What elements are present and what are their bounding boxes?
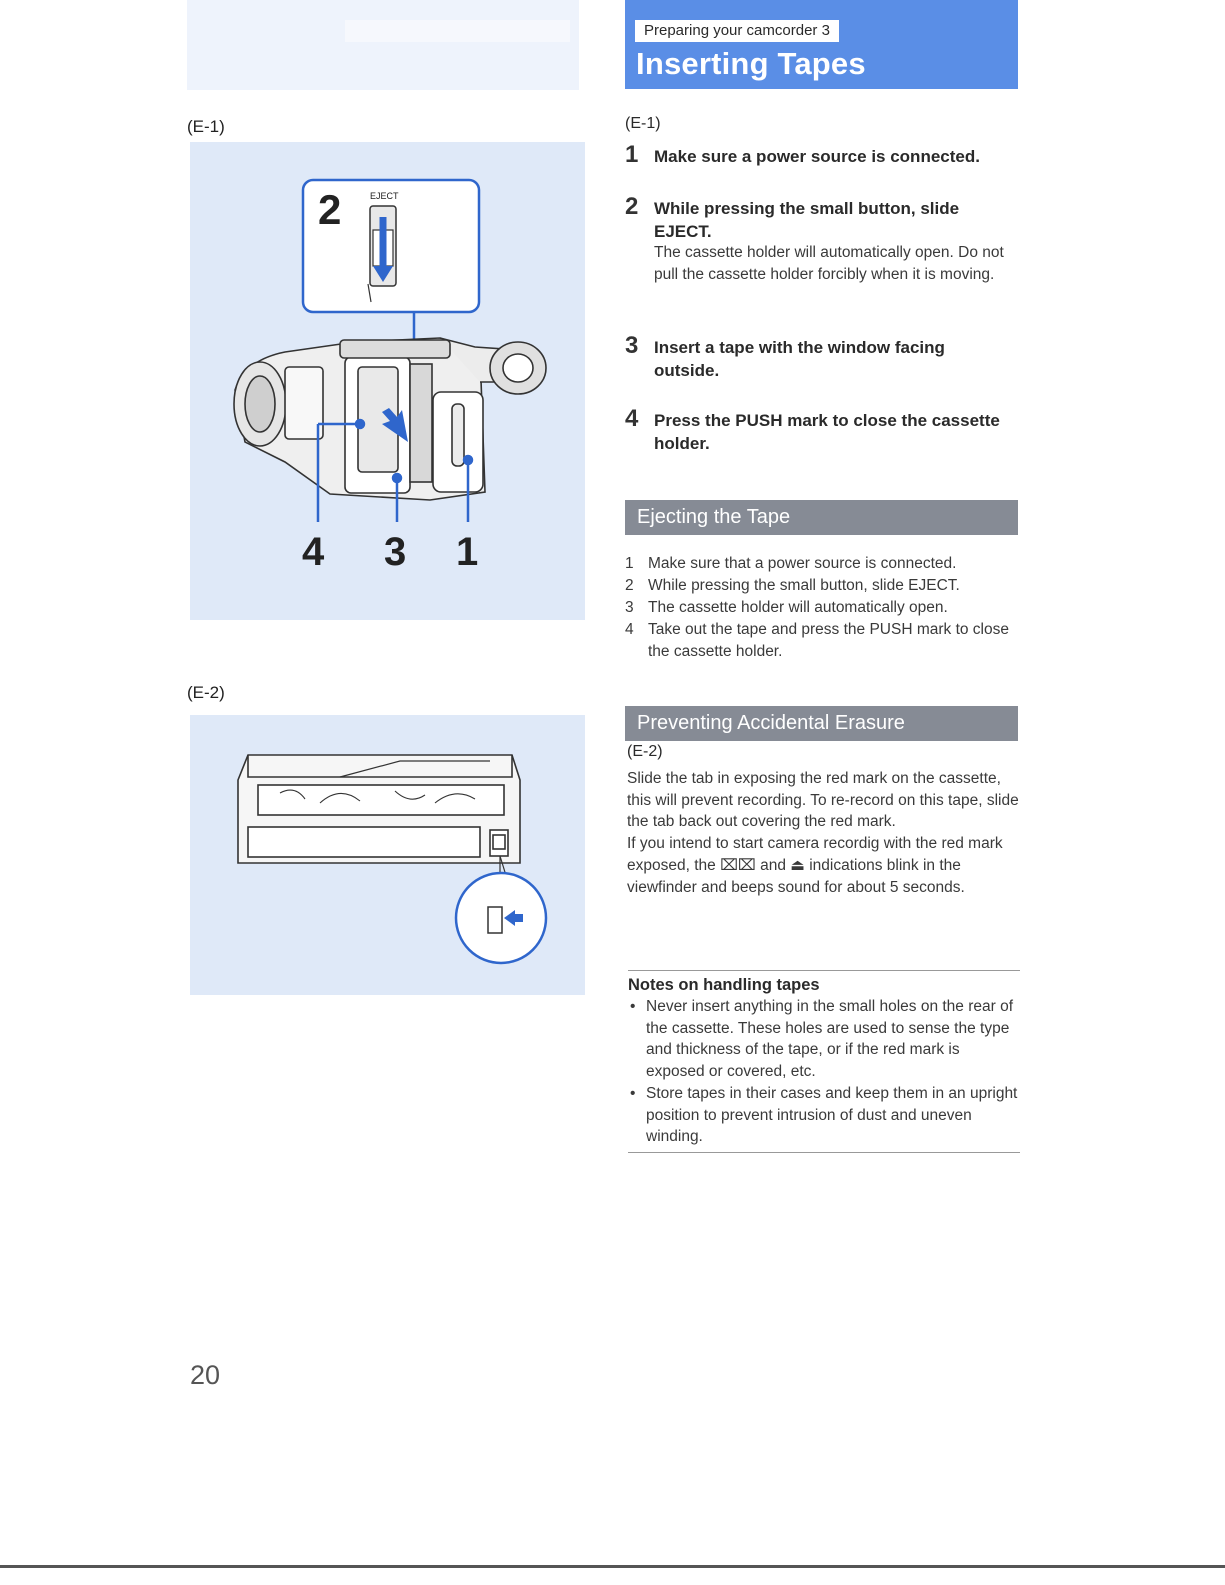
figure-e2-panel: [190, 715, 585, 995]
callout-step-number: 2: [318, 186, 342, 233]
page-title: Inserting Tapes: [636, 46, 866, 81]
ejecting-section-bar: Ejecting the Tape: [625, 500, 1018, 535]
erase-tab: [488, 907, 502, 933]
step-title: While pressing the small button, slide EJECT.: [654, 199, 960, 241]
step-title: Insert a tape with the window facing outside.: [654, 338, 945, 380]
erasure-body: [627, 768, 1020, 898]
camcorder-illustration: [190, 142, 585, 620]
step-description: The cassette holder will automatically open. Do not pull the cassette holder forcibly when it is moving.: [654, 244, 1004, 283]
notes-top-rule: [628, 970, 1020, 971]
section-tag: Preparing your camcorder 3: [635, 20, 839, 42]
eject-switch-label: EJECT: [370, 191, 399, 201]
step-number-3: 3: [384, 530, 407, 574]
cassette-body: [238, 755, 520, 863]
figure-e2-label: (E-2): [187, 683, 225, 702]
erasure-paragraph-2: If you intend to start camera recordig with the red mark exposed, the ⌧⌧ and ⏏ indications blink in the viewfinder and beeps sound for about 5 seconds.: [627, 835, 1003, 896]
reverse-side-bleed-tab: [345, 20, 570, 42]
step-number-1: 1: [456, 530, 479, 574]
page-header: [625, 0, 1018, 89]
notes-bottom-rule: [628, 1152, 1020, 1153]
list-item: 4 Take out the tape and press the PUSH mark to close the cassette holder.: [625, 621, 1009, 660]
erasure-figure-ref: (E-2): [627, 743, 663, 760]
step-number: 4: [625, 405, 639, 432]
cassette-illustration: [190, 715, 585, 995]
figure-e1-panel: [190, 142, 585, 620]
ejecting-steps-list: [625, 553, 1020, 663]
step-number: 1: [625, 141, 639, 168]
bullet-icon: •: [630, 1084, 636, 1102]
page-number: 20: [190, 1360, 221, 1390]
step-title: Make sure a power source is connected.: [654, 147, 980, 166]
step-number-4: 4: [302, 530, 325, 574]
list-item: • Store tapes in their cases and keep them in an upright position to prevent intrusion of dust and uneven winding.: [630, 1084, 1018, 1146]
steps-figure-ref: (E-1): [625, 115, 661, 132]
notes-list: [628, 996, 1020, 1148]
figure-e1-label: (E-1): [187, 117, 225, 136]
list-item: 2 While pressing the small button, slide EJECT.: [625, 577, 960, 594]
reverse-side-bleed: [187, 0, 579, 90]
page-bottom-edge: [0, 1565, 1225, 1568]
notes-title: Notes on handling tapes: [628, 976, 820, 994]
bullet-icon: •: [630, 998, 636, 1015]
step-title: Press the PUSH mark to close the cassette holder.: [654, 411, 1000, 453]
list-item: • Never insert anything in the small holes on the rear of the cassette. These holes are used to sense the type and thickness of the tape, or if the red mark is exposed or covered, etc.: [630, 998, 1014, 1081]
list-item: 3 The cassette holder will automatically open.: [625, 599, 948, 616]
list-item: 1 Make sure that a power source is connected.: [625, 555, 957, 572]
step-number: 2: [625, 193, 639, 220]
erasure-section-bar: Preventing Accidental Erasure: [625, 706, 1018, 741]
step-number: 3: [625, 332, 639, 359]
erasure-paragraph-1: Slide the tab in exposing the red mark on the cassette, this will prevent recording. To re-record on this tape, slide the tab back out covering the red mark.: [627, 770, 1019, 831]
